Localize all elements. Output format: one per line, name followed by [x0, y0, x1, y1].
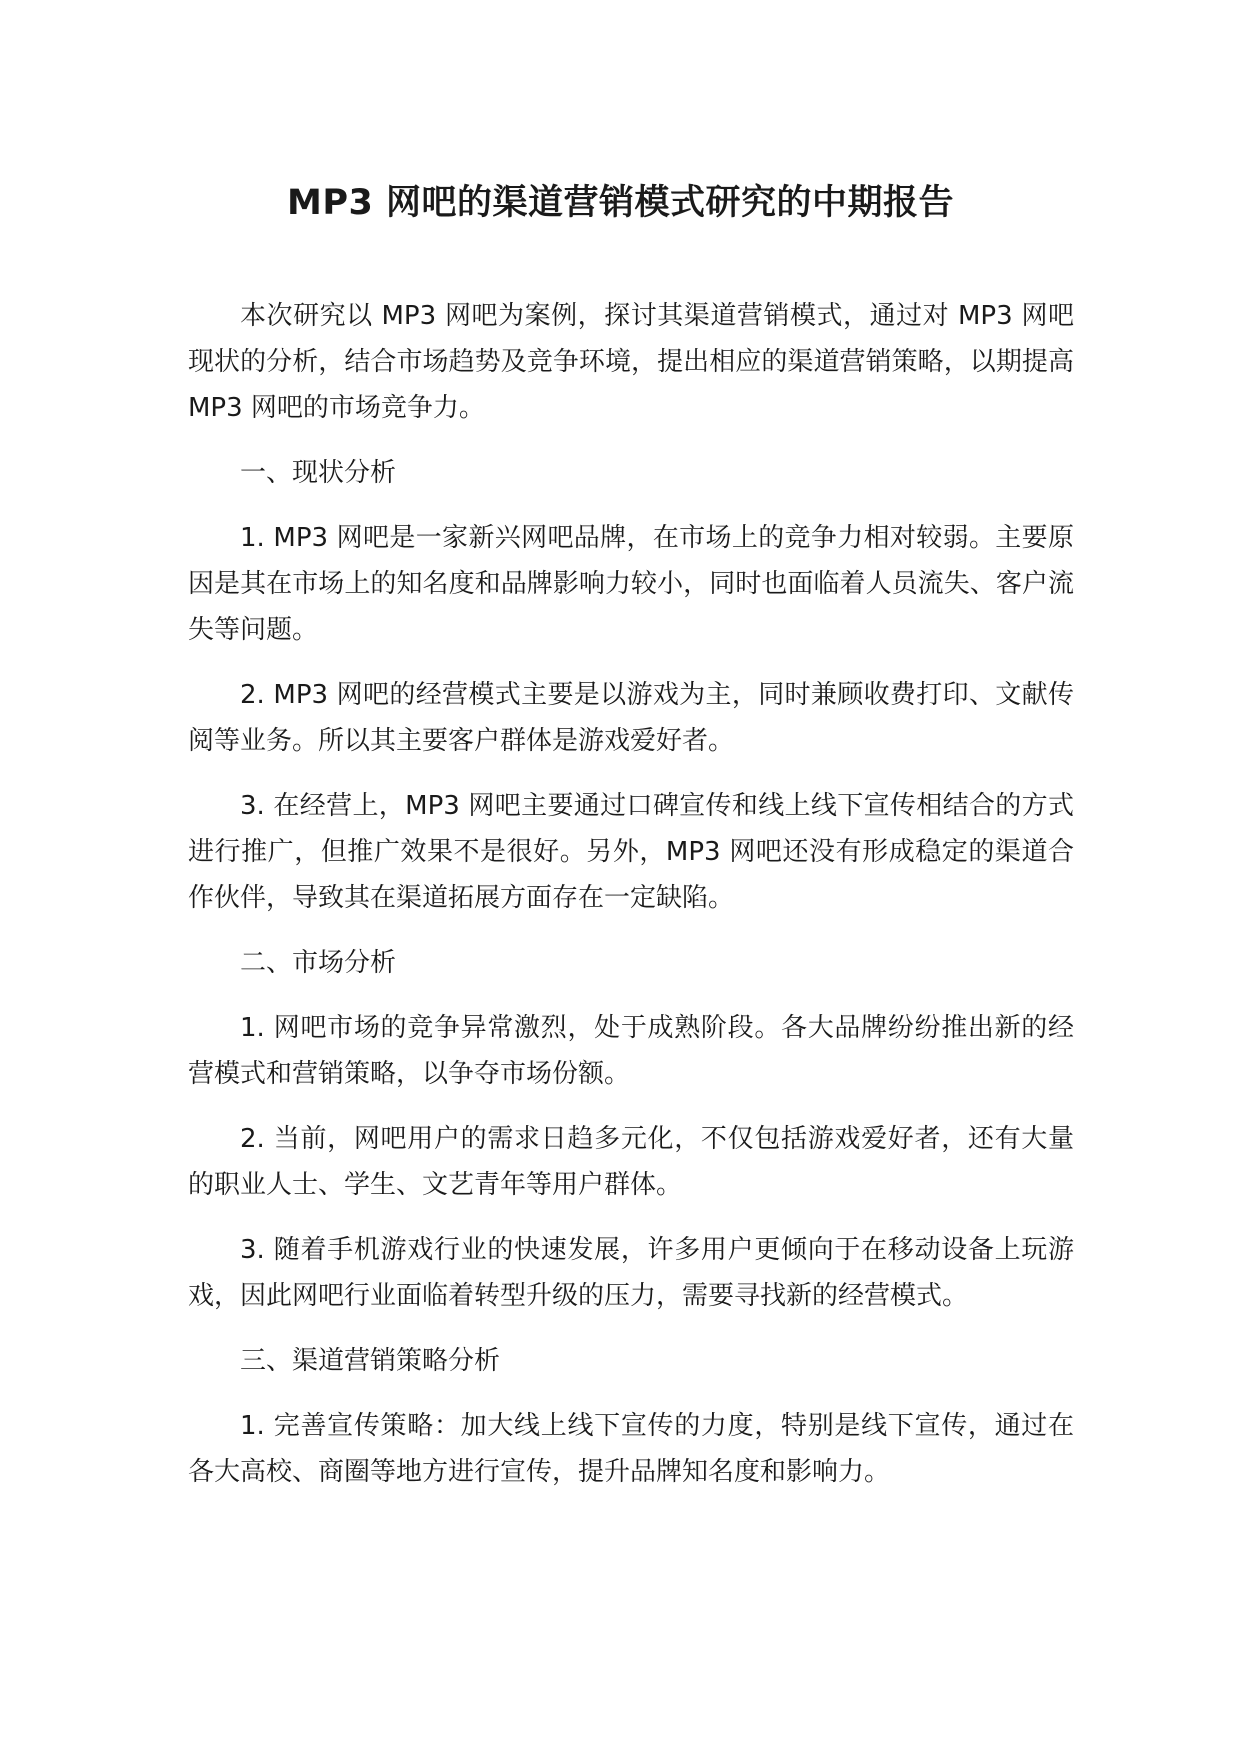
strategy-item-1: 1. 完善宣传策略：加大线上线下宣传的力度，特别是线下宣传，通过在各大高校、商圈等地方进行宣传，提升品牌知名度和影响力。 — [188, 1411, 1074, 1487]
intro-paragraph: 本次研究以 MP3 网吧为案例，探讨其渠道营销模式，通过对 MP3 网吧现状的分析，结合市场趋势及竞争环境，提出相应的渠道营销策略，以期提高 MP3 网吧的市场竞争力。 — [188, 301, 1074, 423]
status-item-1: 1. MP3 网吧是一家新兴网吧品牌，在市场上的竞争力相对较弱。主要原因是其在市场上的知名度和品牌影响力较小，同时也面临着人员流失、客户流失等问题。 — [188, 523, 1074, 645]
market-item-1: 1. 网吧市场的竞争异常激烈，处于成熟阶段。各大品牌纷纷推出新的经营模式和营销策略，以争夺市场份额。 — [188, 1013, 1074, 1089]
document-body — [188, 293, 1074, 1514]
market-item-3: 3. 随着手机游戏行业的快速发展，许多用户更倾向于在移动设备上玩游戏，因此网吧行业面临着转型升级的压力，需要寻找新的经营模式。 — [188, 1235, 1074, 1311]
status-item-2: 2. MP3 网吧的经营模式主要是以游戏为主，同时兼顾收费打印、文献传阅等业务。所以其主要客户群体是游戏爱好者。 — [188, 680, 1074, 756]
document-title: MP3 网吧的渠道营销模式研究的中期报告 — [286, 183, 955, 223]
section-heading-strategy: 三、渠道营销策略分析 — [240, 1346, 501, 1376]
section-heading-status: 一、现状分析 — [240, 458, 397, 488]
market-item-2: 2. 当前，网吧用户的需求日趋多元化，不仅包括游戏爱好者，还有大量的职业人士、学生、文艺青年等用户群体。 — [188, 1124, 1074, 1200]
section-heading-market: 二、市场分析 — [240, 948, 397, 978]
status-item-3: 3. 在经营上，MP3 网吧主要通过口碑宣传和线上线下宣传相结合的方式进行推广，但推广效果不是很好。另外，MP3 网吧还没有形成稳定的渠道合作伙伴，导致其在渠道拓展方面存在一定缺陷。 — [188, 791, 1074, 913]
